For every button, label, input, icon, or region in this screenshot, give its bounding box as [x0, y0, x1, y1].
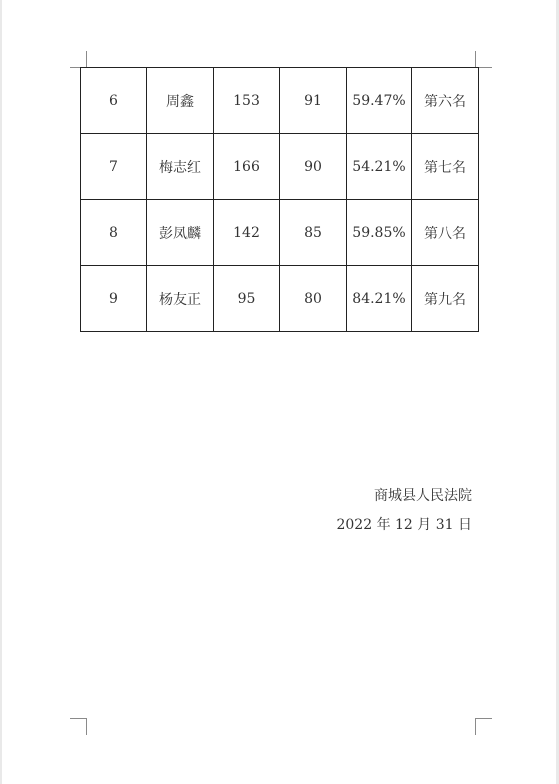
cell-rank: 第九名: [412, 266, 479, 332]
cell-rank: 第八名: [412, 200, 479, 266]
cell-score-a: 95: [214, 266, 280, 332]
table-row: [81, 68, 479, 134]
cell-rank: 第七名: [412, 134, 479, 200]
cell-score-a: 142: [214, 200, 280, 266]
cell-rate: 59.47%: [347, 68, 412, 134]
crop-mark-bottom-left: [70, 718, 87, 735]
ranking-table: [80, 67, 479, 332]
cell-rate: 84.21%: [347, 266, 412, 332]
cell-score-a: 166: [214, 134, 280, 200]
court-name: 商城县人民法院: [374, 488, 472, 504]
crop-mark-top-left: [70, 51, 87, 68]
cell-score-b: 85: [280, 200, 347, 266]
cell-score-b: 80: [280, 266, 347, 332]
table-row: [81, 266, 479, 332]
cell-name: 周鑫: [147, 68, 214, 134]
cell-name: 彭凤麟: [147, 200, 214, 266]
table-row: [81, 134, 479, 200]
cell-number: 6: [81, 68, 147, 134]
cell-name: 杨友正: [147, 266, 214, 332]
cell-number: 8: [81, 200, 147, 266]
cell-number: 9: [81, 266, 147, 332]
crop-mark-top-right: [475, 51, 492, 68]
crop-mark-bottom-right: [475, 718, 492, 735]
cell-score-b: 90: [280, 134, 347, 200]
cell-name: 梅志红: [147, 134, 214, 200]
signature-date: 2022 年 12 月 31 日: [336, 517, 472, 533]
document-page: [2, 0, 556, 784]
cell-rank: 第六名: [412, 68, 479, 134]
cell-score-a: 153: [214, 68, 280, 134]
cell-rate: 54.21%: [347, 134, 412, 200]
cell-score-b: 91: [280, 68, 347, 134]
cell-number: 7: [81, 134, 147, 200]
cell-rate: 59.85%: [347, 200, 412, 266]
table-row: [81, 200, 479, 266]
